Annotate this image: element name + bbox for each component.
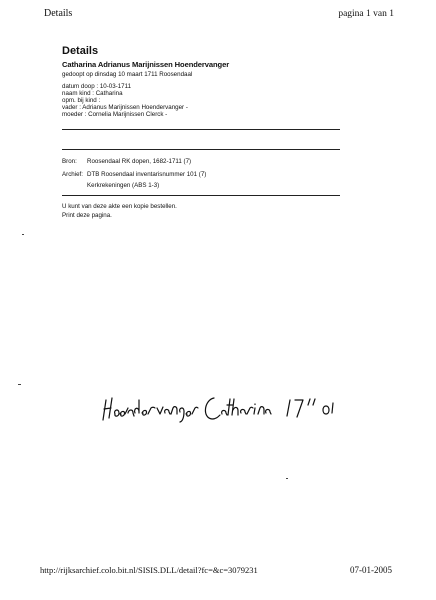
- detail-father: vader : Adrianus Marijnissen Hoendervanger -: [62, 104, 188, 111]
- detail-baptism-date: datum doop : 10-03-1711: [62, 83, 132, 90]
- divider: [62, 149, 340, 150]
- source-value: Roosendaal RK dopen, 1682-1711 (7): [87, 158, 192, 165]
- page-url: http://rijksarchief.colo.bit.nl/SISIS.DLL/detail?fc=&c=3079231: [40, 565, 258, 575]
- detail-child-remark: opm. bij kind :: [62, 97, 101, 104]
- record-name: Catharina Adrianus Marijnissen Hoendervanger: [62, 60, 230, 69]
- scan-mark: [18, 384, 21, 385]
- source-label: Bron:: [62, 158, 77, 165]
- archive-extra: Kerkrekeningen (ABS 1-3): [87, 182, 160, 189]
- handwritten-annotation: [100, 386, 340, 436]
- archive-label: Archief:: [62, 171, 83, 178]
- archive-value: DTB Roosendaal inventarisnummer 101 (7): [87, 171, 207, 178]
- print-page-link[interactable]: Print deze pagina.: [62, 212, 112, 219]
- baptism-line: gedoopt op dinsdag 10 maart 1711 Roosendaal: [62, 71, 193, 78]
- print-date: 07-01-2005: [350, 565, 392, 575]
- divider: [62, 195, 340, 196]
- page-header-title: Details: [44, 8, 73, 19]
- scan-mark: [22, 234, 24, 235]
- detail-mother: moeder : Cornelia Marijnissen Clerck -: [62, 111, 168, 118]
- order-copy-link[interactable]: U kunt van deze akte een kopie bestellen.: [62, 203, 177, 210]
- page-title: Details: [62, 45, 99, 57]
- scan-mark: [286, 478, 288, 479]
- divider: [62, 129, 340, 130]
- detail-child-name: naam kind : Catharina: [62, 90, 123, 97]
- page-number: pagina 1 van 1: [338, 9, 394, 19]
- detail-list: [62, 83, 188, 118]
